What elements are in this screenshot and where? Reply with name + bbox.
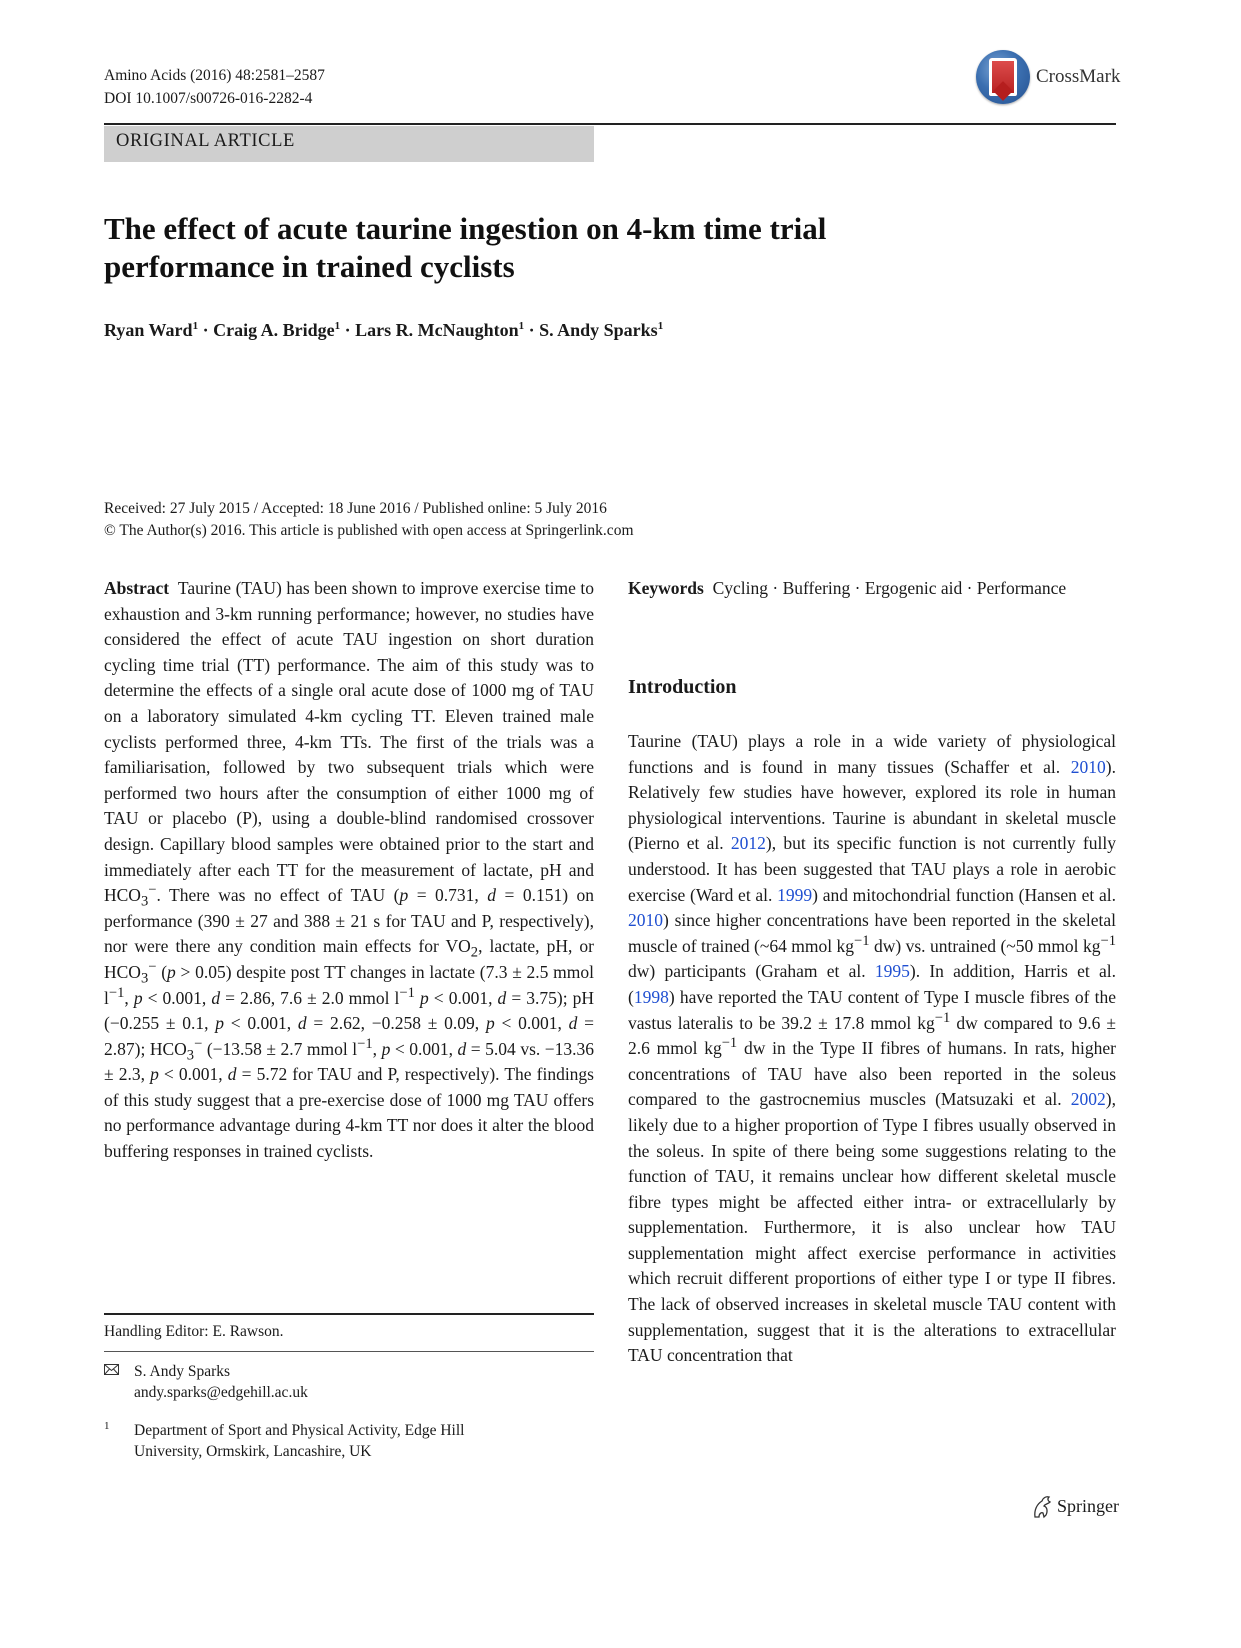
citation-link[interactable]: 1998: [633, 986, 669, 1007]
symbol-d: d: [497, 987, 507, 1008]
abstract-text: < 0.001,: [494, 1013, 569, 1034]
symbol-d: d: [568, 1013, 578, 1034]
citation-link[interactable]: 2002: [1070, 1089, 1106, 1110]
publication-dates: [104, 498, 634, 542]
superscript: −1: [399, 984, 415, 1001]
publisher-name: Springer: [1057, 1496, 1119, 1516]
intro-text: dw compared to 9.6 ± 2.6 mmol kg: [628, 1012, 1116, 1059]
title-line-2: performance in trained cyclists: [104, 249, 515, 284]
handling-editor: Handling Editor: E. Rawson.: [104, 1323, 284, 1340]
journal-citation: Amino Acids (2016) 48:2581–2587: [104, 67, 325, 84]
citation-link[interactable]: 1999: [777, 884, 813, 905]
symbol-p: p: [150, 1064, 159, 1085]
author-name[interactable]: Lars R. McNaughton: [355, 320, 519, 340]
symbol-p: p: [215, 1013, 224, 1034]
superscript: −1: [1100, 932, 1116, 949]
affiliation-line-2: University, Ormskirk, Lancashire, UK: [134, 1443, 372, 1460]
symbol-d: d: [457, 1038, 467, 1059]
abstract-text: > 0.05) despite post TT changes in lactate (7.3 ± 2.5 mmol l: [104, 961, 594, 1008]
author-affiliation-mark: 1: [192, 320, 199, 332]
subscript: 3: [140, 893, 149, 910]
keywords-text: Cycling · Buffering · Ergogenic aid · Performance: [712, 578, 1067, 598]
citation-link[interactable]: 1995: [874, 961, 910, 982]
article-title: [104, 210, 1004, 286]
symbol-d: d: [487, 885, 497, 906]
superscript: −: [148, 882, 157, 899]
contact-name: S. Andy Sparks: [134, 1363, 231, 1380]
keywords-block: [628, 576, 1118, 602]
envelope-icon: [104, 1364, 119, 1375]
abstract-text: , lactate, pH, or HCO: [104, 936, 595, 982]
symbol-p: p: [485, 1013, 495, 1034]
intro-text: ). In addition, Harris et al. (: [628, 961, 1116, 1007]
copyright-line: © The Author(s) 2016. This article is published with open access at Springerlink.com: [104, 522, 634, 539]
abstract-text: = 5.04 vs. −13.36 ± 2.3,: [104, 1038, 595, 1085]
symbol-p: p: [133, 987, 143, 1008]
superscript: −1: [854, 932, 870, 949]
symbol-p: p: [399, 885, 409, 906]
crossmark-badge[interactable]: [976, 50, 1121, 110]
abstract-text: < 0.001,: [158, 1064, 228, 1085]
citation-link[interactable]: 2012: [730, 833, 766, 854]
introduction-heading: Introduction: [628, 676, 737, 698]
crossmark-label: CrossMark: [1036, 66, 1121, 87]
history-line: Received: 27 July 2015 / Accepted: 18 June 2016 / Published online: 5 July 2016: [104, 500, 607, 517]
journal-info: [104, 64, 325, 110]
author-name[interactable]: Craig A. Bridge: [213, 320, 335, 340]
title-line-1: The effect of acute taurine ingestion on 4-km time trial: [104, 211, 827, 246]
keywords-heading: Keywords: [628, 578, 704, 598]
subscript: 2: [470, 944, 479, 961]
abstract-text: = 3.75); pH (−0.255 ± 0.1,: [104, 987, 594, 1034]
intro-text: dw) vs. untrained (~50 mmol kg: [869, 935, 1101, 956]
abstract-text: (−13.58 ± 2.7 mmol l: [202, 1038, 358, 1059]
author-separator: ·: [340, 320, 356, 340]
author-name[interactable]: S. Andy Sparks: [539, 320, 658, 340]
article-type-label: ORIGINAL ARTICLE: [116, 131, 295, 151]
author-affiliation-mark: 1: [657, 320, 664, 332]
author-affiliation-mark: 1: [518, 320, 525, 332]
citation-link[interactable]: 2010: [628, 910, 663, 931]
abstract-text: < 0.001,: [223, 1013, 298, 1034]
abstract-text: < 0.001,: [390, 1038, 458, 1059]
intro-text: Taurine (TAU) plays a role in a wide variety of physiological functions and is found in many tissues (Schaffer et al.: [628, 731, 1116, 777]
symbol-p: p: [419, 987, 429, 1008]
intro-text: ), likely due to a higher proportion of Type I fibres usually observed in the soleus. In spite of there being some suggestions relating to the function of TAU, it remains unclear how different skeletal muscle fibre types might be affected either intra- or extracellularly by supplementation. Furthermore, it is also unclear how TAU supplementation might affect exercise performance in activities which recruit different proportions of either type I or type II fibres. The lack of observed increases in skeletal muscle TAU content with supplementation, suggest that it is the alterations to extracellular TAU concentration that: [628, 1089, 1116, 1366]
abstract-text: ,: [124, 987, 134, 1008]
superscript: −1: [357, 1035, 373, 1052]
symbol-d: d: [297, 1013, 307, 1034]
introduction-paragraph: [628, 729, 1116, 1369]
abstract-text: = 2.62, −0.258 ± 0.09,: [306, 1013, 486, 1034]
intro-text: dw) participants (Graham et al.: [628, 961, 875, 982]
abstract-text: Taurine (TAU) has been shown to improve exercise time to exhaustion and 3-km running performance; however, no studies have considered the effect of acute TAU ingestion on short duration cycling time trial (TT) performance. The aim of this study was to determine the effects of a single oral acute dose of 1000 mg of TAU on a laboratory simulated 4-km cycling TT. Eleven trained male cyclists performed three, 4-km TTs. The first of the trials was a familiarisation, followed by two subsequent trials which were performed two hours after the consumption of either 1000 mg of TAU or placebo (P), using a double-blind randomised crossover design. Capillary blood samples were obtained prior to the start and immediately after each TT for the measurement of lactate, pH and HCO: [104, 578, 594, 906]
abstract-text: = 5.72 for TAU and P, respectively). The findings of this study suggest that a pre-exercise dose of 1000 mg TAU offers no performance advantage during 4-km TT nor does it alter the blood buffering responses in trained cyclists.: [104, 1064, 594, 1162]
abstract-text: = 2.86, 7.6 ± 2.0 mmol l: [220, 987, 400, 1008]
subscript: 3: [140, 970, 149, 987]
intro-text: ) have reported the TAU content of Type I muscle fibres of the vastus lateralis to be 39.2 ± 17.8 mmol kg: [628, 986, 1116, 1033]
author-separator: ·: [198, 320, 214, 340]
abstract-text: < 0.001,: [428, 987, 498, 1008]
footnote-rule: [104, 1313, 594, 1315]
author-affiliation-mark: 1: [334, 320, 341, 332]
superscript: −: [194, 1035, 203, 1052]
footnote-divider: [104, 1351, 594, 1352]
superscript: −1: [934, 1009, 951, 1026]
abstract-text: = 0.731,: [408, 885, 488, 906]
abstract-text: = 2.87); HCO: [104, 1013, 595, 1059]
abstract-text: < 0.001,: [142, 987, 212, 1008]
intro-text: ), but its specific function is not currently fully understood. It has been suggested that TAU plays a role in aerobic exercise (Ward et al.: [628, 833, 1116, 905]
intro-text: dw in the Type II fibres of humans. In rats, higher concentrations of TAU have also been reported in the soleus compared to the gastrocnemius muscles (Matsuzaki et al.: [628, 1038, 1116, 1110]
abstract-text: ,: [372, 1038, 382, 1059]
affiliation-line-1: Department of Sport and Physical Activity, Edge Hill: [134, 1422, 465, 1439]
abstract-text: . There was no effect of TAU (: [156, 885, 400, 906]
symbol-d: d: [211, 987, 221, 1008]
abstract-paragraph: [104, 576, 594, 1165]
subscript: 3: [186, 1047, 195, 1064]
symbol-d: d: [227, 1064, 237, 1085]
author-name[interactable]: Ryan Ward: [104, 320, 193, 340]
affiliation-number: 1: [104, 1420, 110, 1432]
header-rule: [104, 123, 1116, 125]
citation-link[interactable]: 2010: [1070, 756, 1106, 777]
abstract-text: = 0.151) on performance (390 ± 27 and 388 ± 21 s for TAU and P, respectively), nor were there any condition main effects for VO: [104, 885, 595, 957]
contact-email[interactable]: andy.sparks@edgehill.ac.uk: [134, 1384, 308, 1401]
springer-horse-icon: [1031, 1495, 1053, 1519]
symbol-p: p: [381, 1038, 391, 1059]
crossmark-icon: [976, 50, 1030, 104]
author-list: [104, 320, 663, 341]
author-separator: ·: [524, 320, 540, 340]
intro-text: ) since higher concentrations have been reported in the skeletal muscle of trained (~64 mmol kg: [628, 910, 1116, 956]
intro-text: ) and mitochondrial function (Hansen et al.: [812, 884, 1117, 905]
symbol-p: p: [167, 961, 176, 982]
superscript: −: [148, 959, 157, 976]
abstract-heading: Abstract: [104, 578, 170, 598]
intro-text: ). Relatively few studies have however, explored its role in human physiological interventions. Taurine is abundant in skeletal muscle (Pierno et al.: [628, 756, 1116, 854]
abstract-text: (: [156, 961, 168, 982]
superscript: −1: [721, 1035, 738, 1052]
superscript: −1: [108, 984, 125, 1001]
doi-line[interactable]: DOI 10.1007/s00726-016-2282-4: [104, 90, 313, 107]
